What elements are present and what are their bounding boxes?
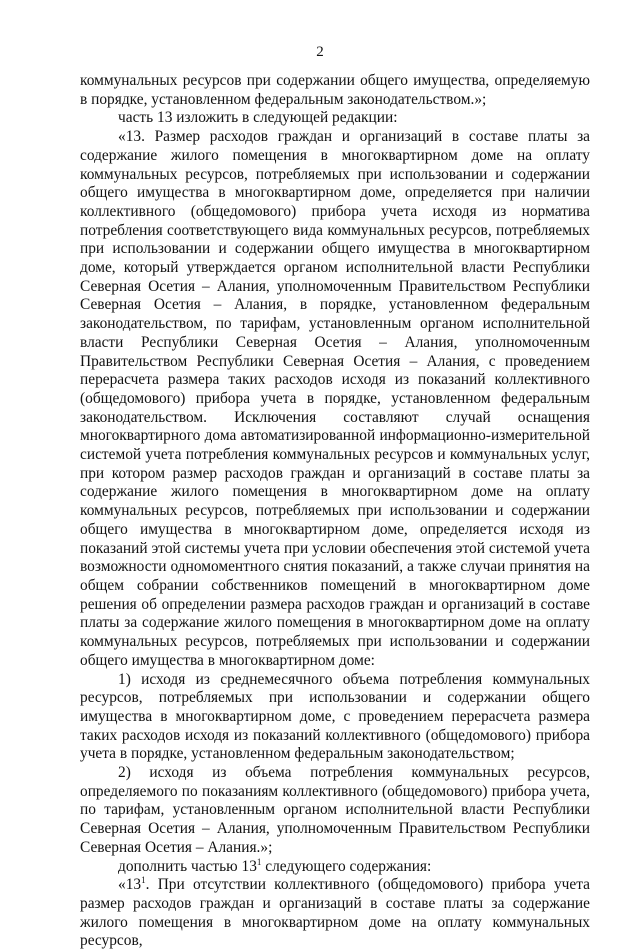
paragraph-part-13-1 (80, 876, 590, 951)
paragraph-item-2: 2) исходя из объема потребления коммунальных ресурсов, определяемого по показаниям коллективного (общедомового) прибора учета, по тарифам, установленным органом исполнительной власти Республики Северная Осетия – Алания, уполномоченным Правительством Республики Северная Осетия – Алания.»; (80, 764, 590, 856)
paragraph-item-1: 1) исходя из среднемесячного объема потребления коммунальных ресурсов, потребляемых при использовании и содержании общего имущества в многоквартирном доме, с проведением перерасчета размера таких расходов исходя из показаний коллективного (общедомового) прибора учета в порядке, установленном федеральным законодательством; (80, 670, 590, 763)
paragraph-add-part (80, 858, 590, 877)
add-part-text: дополнить частью 13 (118, 857, 257, 875)
add-part-superscript: 1 (256, 856, 262, 867)
paragraph-amendment-intro: часть 13 изложить в следующей редакции: (118, 109, 398, 127)
document-body (80, 72, 590, 951)
part-13-1-superscript: 1 (141, 875, 146, 886)
page-number: 2 (316, 44, 324, 60)
paragraph-part-13: «13. Размер расходов граждан и организаций в составе платы за содержание жилого помещения в многоквартирном доме на оплату коммунальных ресурсов, потребляемых при использовании и содержании общего имущества в многоквартирном доме, определяется при наличии коллективного (общедомового) прибора учета исходя из норматива потребления соответствующего вида коммунальных ресурсов, потребляемых при использовании и содержании общего имущества в многоквартирном доме, который утверждается органом исполнительной власти Республики Северная Осетия – Алания, уполномоченным Правительством Республики Северная Осетия – Алания, в порядке, установленном федеральным законодательством, по тарифам, установленным органом исполнительной власти Республики Северная Осетия – Алания, уполномоченным Правительством Республики Северная Осетия – Алания, с проведением перерасчета размера таких расходов исходя из показаний коллективного (общедомового) прибора учета в порядке, установленном федеральным законодательством. Исключения составляют случай оснащения многоквартирного дома автоматизированной информационно-измерительной системой учета потребления коммунальных ресурсов и коммунальных услуг, при котором размер расходов граждан и организаций в составе платы за содержание жилого помещения в многоквартирном доме на оплату коммунальных ресурсов, потребляемых при использовании и содержании общего имущества в многоквартирном доме, определяется исходя из показаний этой системы учета при условии обеспечения этой системой учета возможности одномоментного снятия показаний, а также случаи принятия на общем собрании собственников помещений в многоквартирном доме решения об определении размера расходов граждан и организаций в составе платы за содержание жилого помещения в многоквартирном доме на оплату коммунальных ресурсов, потребляемых при использовании и содержании общего имущества в многоквартирном доме: (80, 128, 590, 669)
add-part-tail: следующего содержания: (261, 857, 432, 875)
paragraph-continuation: коммунальных ресурсов при содержании общего имущества, определяемую в порядке, установленном федеральным законодательством.»; (80, 72, 590, 108)
part-13-1-open: «13 (118, 876, 142, 894)
part-13-1-text: . При отсутствии коллективного (общедомового) прибора учета размер расходов граждан и организаций в составе платы за содержание жилого помещения в многоквартирном доме на оплату коммунальных ресурсов, (80, 876, 590, 950)
